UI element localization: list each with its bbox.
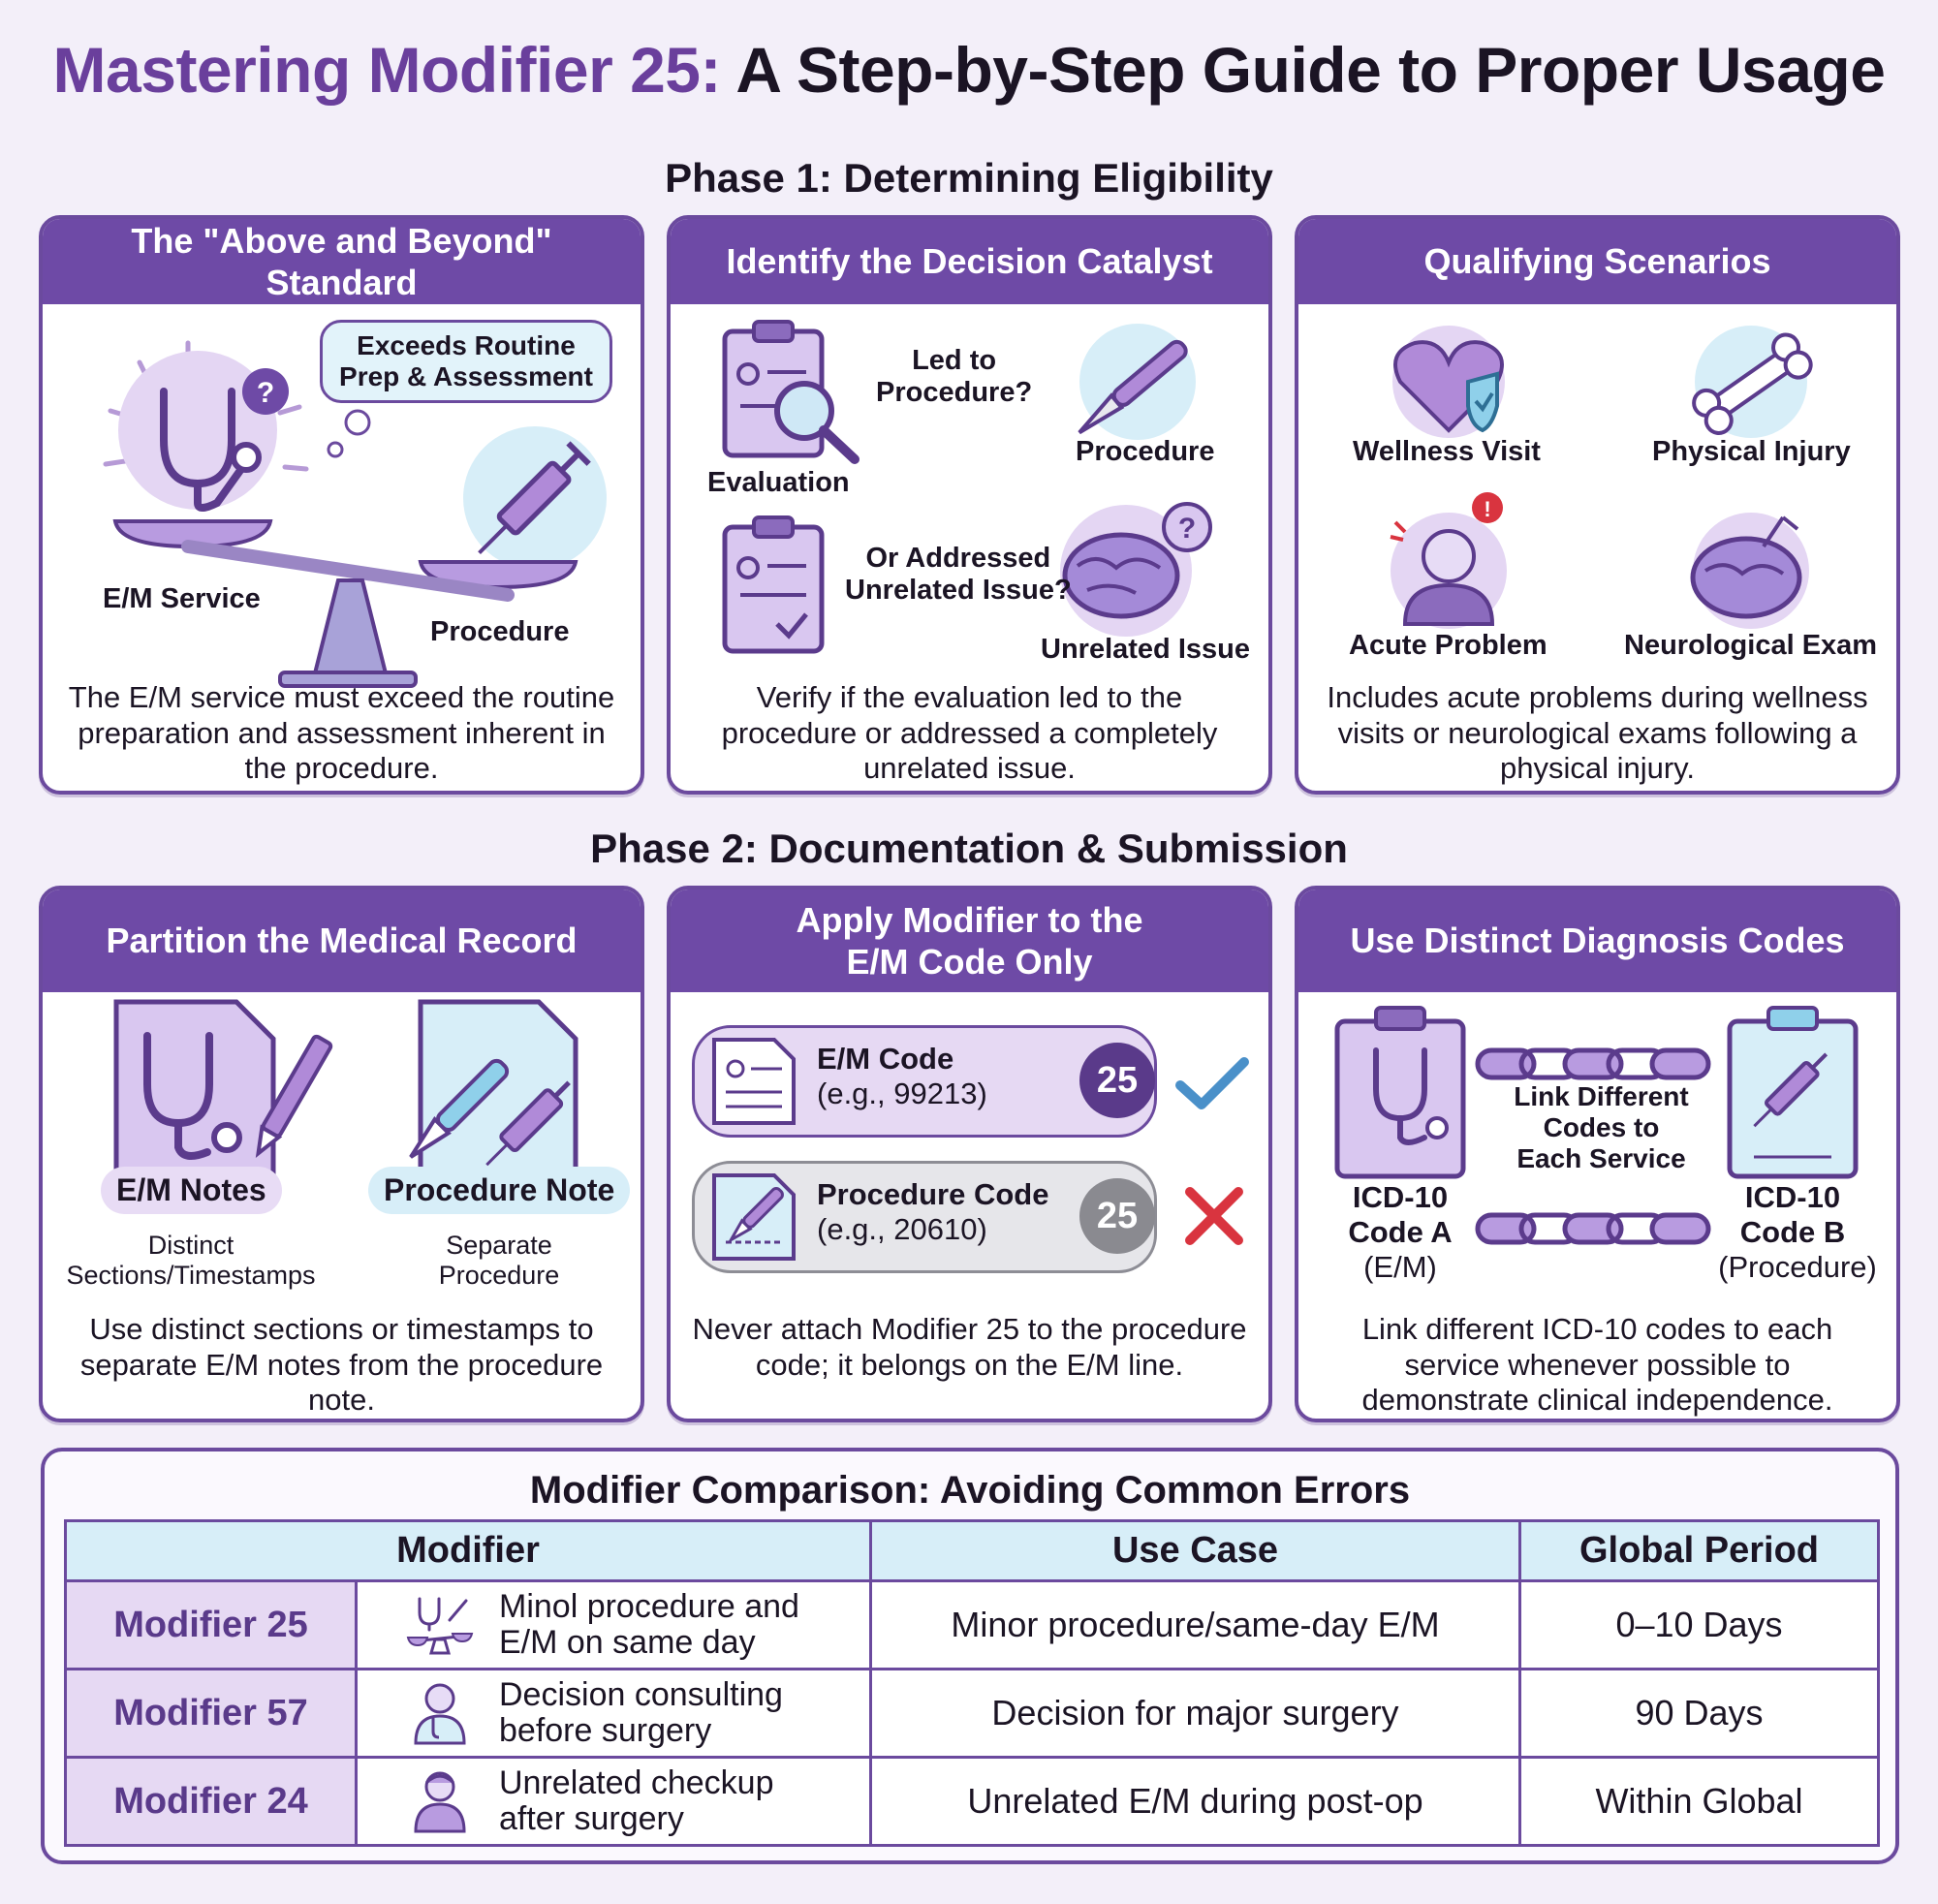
description-cell [357,1670,871,1758]
card-description: Includes acute problems during wellness visits or neurological exams following a physical injury. [1327,680,1868,786]
evaluation-label: Evaluation [707,467,850,498]
card-title: Partition the Medical Record [43,890,641,992]
page-title [0,33,1938,107]
row-description: Minol procedure and E/M on same day [499,1588,799,1661]
table-row [66,1758,1879,1846]
card-partition-record [39,886,644,1422]
scalpel-document-icon [704,1170,811,1266]
procedure-label: Procedure [1076,436,1215,467]
em-code-text [817,1042,987,1110]
header-modifier: Modifier [66,1521,871,1581]
row-description: Unrelated checkup after surgery [499,1764,774,1837]
exceeds-bubble: Exceeds Routine Prep & Assessment [320,320,612,403]
comparison-section [41,1448,1899,1864]
modifier-cell: Modifier 25 [66,1581,357,1670]
q1-label: Led to Procedure? [876,345,1033,409]
header-use-case: Use Case [871,1521,1520,1581]
phase2-heading: Phase 2: Documentation & Submission [590,826,1348,871]
procedure-code-text [817,1177,1048,1246]
card-above-beyond [39,215,644,795]
scale-icon [406,1591,474,1659]
card-title: Qualifying Scenarios [1298,219,1896,304]
scenario-wellness: Wellness Visit [1353,436,1541,467]
card-apply-modifier [667,886,1272,1422]
procedure-note-tag: Procedure Note [368,1167,630,1214]
svg-text:?: ? [1177,513,1197,545]
procedure-label: Procedure [430,616,570,647]
check-icon [1174,1056,1252,1114]
cross-icon [1180,1182,1248,1250]
surgeon-icon [406,1767,474,1835]
card-distinct-codes [1295,886,1900,1422]
q2-label: Or Addressed Unrelated Issue? [845,543,1072,607]
title-rest: A Step-by-Step Guide to Proper Usage [721,34,1886,106]
scenarios-illustration [1298,304,1900,663]
code-a-sub: (E/M) [1363,1250,1437,1284]
procedure-note-sub: Separate Procedure [438,1231,560,1291]
use-case-cell: Unrelated E/M during post-op [871,1758,1520,1846]
description-cell [357,1758,871,1846]
scenario-injury: Physical Injury [1652,436,1851,467]
scenario-neuro: Neurological Exam [1624,630,1878,661]
card-description: Verify if the evaluation led to the procedure or addressed a completely unrelated issue. [721,680,1218,786]
em-code-label: E/M Code [817,1042,954,1076]
use-case-cell: Minor procedure/same-day E/M [871,1581,1520,1670]
comparison-table [64,1519,1880,1847]
card-title: Apply Modifier to the E/M Code Only [671,890,1268,992]
global-period-cell: Within Global [1520,1758,1879,1846]
card-title: Identify the Decision Catalyst [671,219,1268,304]
code-b-sub: (Procedure) [1718,1250,1877,1284]
code-b-label: ICD-10 Code B [1739,1180,1846,1249]
link-text: Link Different Codes to Each Service [1514,1081,1689,1174]
modifier-badge-procedure: 25 [1079,1178,1155,1254]
em-notes-sub: Distinct Sections/Timestamps [66,1231,316,1291]
em-code-example: (e.g., 99213) [817,1076,987,1110]
procedure-code-example: (e.g., 20610) [817,1211,987,1246]
em-notes-tag: E/M Notes [101,1167,282,1214]
title-accent: Mastering Modifier 25: [52,34,721,106]
table-row [66,1581,1879,1670]
table-header-row [66,1521,1879,1581]
card-description: The E/M service must exceed the routine preparation and assessment inherent in the procedure. [68,680,615,786]
comparison-title: Modifier Comparison: Avoiding Common Errors [529,1469,1411,1512]
card-qualifying-scenarios [1295,215,1900,795]
card-title: The "Above and Beyond" Standard [43,219,641,304]
card-description: Use distinct sections or timestamps to separate E/M notes from the procedure note. [79,1312,604,1418]
unrelated-label: Unrelated Issue [1041,634,1250,665]
global-period-cell: 0–10 Days [1520,1581,1879,1670]
partition-illustration [43,992,644,1196]
description-cell [357,1581,871,1670]
modifier-cell: Modifier 24 [66,1758,357,1846]
card-description: Never attach Modifier 25 to the procedure code; it belongs on the E/M line. [692,1312,1247,1382]
card-decision-catalyst [667,215,1272,795]
header-global-period: Global Period [1520,1521,1879,1581]
svg-text:?: ? [256,377,275,409]
global-period-cell: 90 Days [1520,1670,1879,1758]
card-description: Link different ICD-10 codes to each service whenever possible to demonstrate clinical independence. [1361,1312,1833,1418]
scenario-acute: Acute Problem [1349,630,1547,661]
modifier-badge-em: 25 [1079,1043,1155,1118]
document-icon [704,1034,811,1131]
doctor-icon [406,1679,474,1747]
phase1-heading: Phase 1: Determining Eligibility [665,155,1273,201]
use-case-cell: Decision for major surgery [871,1670,1520,1758]
code-a-label: ICD-10 Code A [1348,1180,1453,1249]
row-description: Decision consulting before surgery [499,1676,783,1749]
table-row [66,1670,1879,1758]
card-title: Use Distinct Diagnosis Codes [1298,890,1896,992]
em-service-label: E/M Service [103,583,261,614]
svg-text:!: ! [1484,497,1491,521]
procedure-code-label: Procedure Code [817,1177,1049,1211]
modifier-cell: Modifier 57 [66,1670,357,1758]
